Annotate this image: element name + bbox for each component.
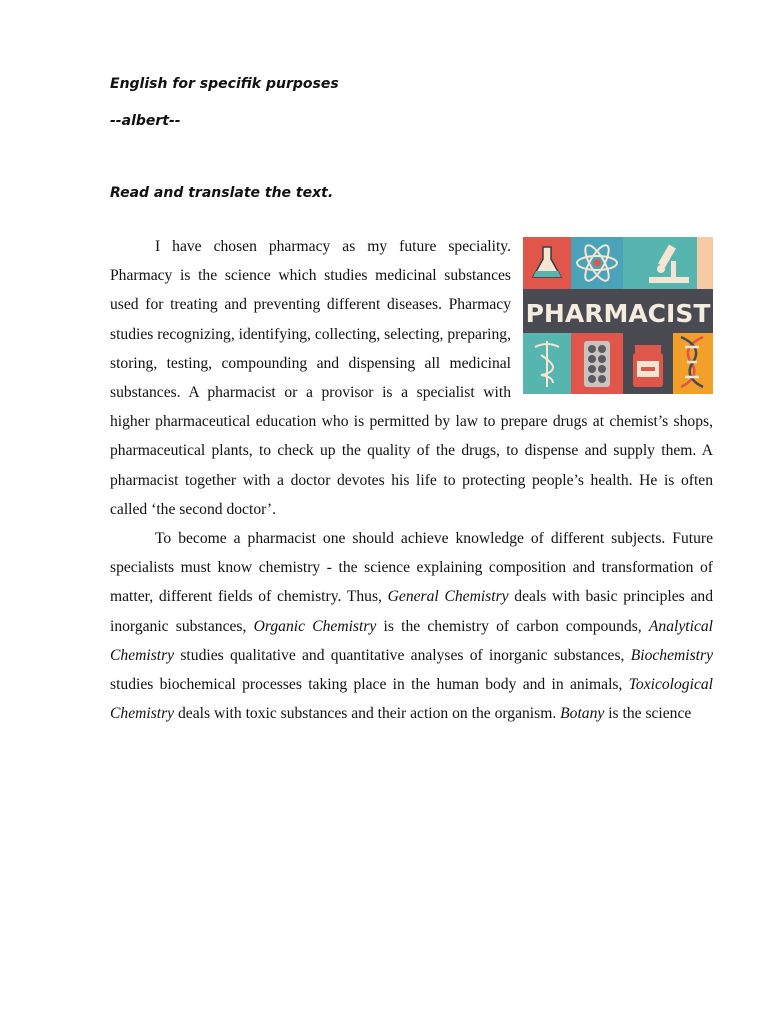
pill-bottle-icon xyxy=(633,345,663,387)
subject-general-chemistry: General Chemistry xyxy=(387,588,509,606)
pill-blister-icon xyxy=(584,341,610,387)
subject-botany: Botany xyxy=(560,705,605,723)
subject-organic-chemistry: Organic Chemistry xyxy=(253,617,377,635)
course-title: English for specifik purposes xyxy=(110,76,339,92)
author-line: --albert-- xyxy=(110,113,181,129)
subject-biochemistry: Biochemistry xyxy=(630,646,713,664)
subject-toxicological-chemistry: Toxicological Chemistry xyxy=(110,676,713,723)
banner-text: PHARMACIST xyxy=(525,299,711,328)
pharmacist-illustration xyxy=(523,237,713,394)
paragraph-1: I have chosen pharmacy as my future speciality. Pharmacy is the science which studies medicinal substances used for treating and preventing different diseases. Pharmacy studies recognizing, identifying, collecting, selecting, preparing, storing, testing, compounding and dispensing all medicinal substances. A pharmacist or a provisor is a specialist with higher pharmaceutical education who is permitted by law to prepare drugs at chemist’s shops, pharmaceutical plants, to check up the quality of the drugs, to dispense and supply them. A pharmacist together with a doctor devotes his life to protecting people’s health. He is often called ‘the second doctor’. xyxy=(110,238,713,518)
body-text xyxy=(110,232,713,728)
subject-analytical-chemistry: Analytical Chemistry xyxy=(110,617,713,664)
paragraph-2: To become a pharmacist one should achieve knowledge of different subjects. Future specialists must know chemistry - the science explaining composition and transformation of matter, different fields of chemistry. Thus, General Chemistry deals with basic principles and inorganic substances, Organic Chemistry is the chemistry of carbon compounds, Analytical Chemistry studies qualitative and quantitative analyses of inorganic substances, Biochemistry studies biochemical processes taking place in the human body and in animals, Toxicological Chemistry deals with toxic substances and their action on the organism. Botany is the science xyxy=(110,530,713,723)
task-instruction: Read and translate the text. xyxy=(110,185,334,201)
